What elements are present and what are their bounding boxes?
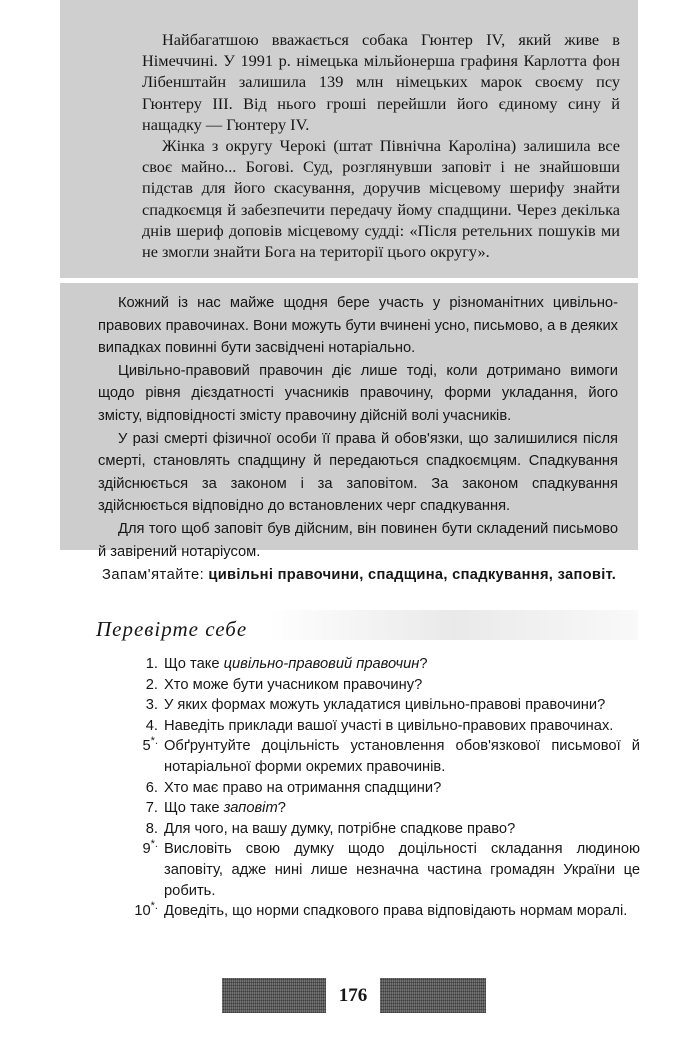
difficulty-star: *. [150, 838, 158, 851]
fact-paragraph: Найбагатшою вважається собака Гюнтер IV, який живе в Німеччині. У 1991 р. німецька мільйонерша графиня Карлотта фон Лібенштайн залишила 139 млн німецьких марок своєму псу Гюнтеру III. Від нього гроші перейшли його єдиному сину й нащадку — Гюнтеру IV. [142, 30, 620, 134]
question-text: У яких формах можуть укладатися цивільно-правові правочини? [164, 697, 606, 714]
question-item [128, 695, 640, 716]
question-text: Наведіть приклади вашої участі в цивільно-правових правочинах. [164, 717, 614, 734]
question-text: Доведіть, що норми спадкового права відповідають нормам моралі. [164, 903, 628, 920]
fact-box-text [142, 29, 620, 262]
question-number: 6. [145, 779, 158, 796]
section-title: Перевірте себе [96, 617, 248, 641]
question-text: Хто має право на отримання спадщини? [164, 779, 442, 796]
question-list [128, 654, 640, 922]
question-item [128, 901, 640, 922]
question-item [128, 716, 640, 737]
question-number: 7. [145, 800, 158, 817]
question-text-end: ? [277, 800, 286, 817]
question-text-end: ? [419, 656, 428, 672]
question-number: 10*. [134, 900, 158, 920]
fact-paragraph: Жінка з округу Черокі (штат Північна Кароліна) залишила все своє майно... Богові. Суд, розглянувши заповіт і не знайшовши підстав для його скасування, доручив місцевому шерифу знайти спадкоємця й забезпечити передачу йому спадщини. Через декілька днів шериф доповів місцевому судді: «Після ретельних пошуків ми не змогли знайти Бога на території цього округу». [142, 136, 620, 262]
question-item [128, 798, 640, 819]
question-text: Обґрунтуйте доцільність установлення обов'язкової письмової й нотаріальної форми окремих правочинів. [164, 738, 640, 775]
question-number: 4. [145, 717, 158, 734]
summary-paragraph: Цивільно-правовий правочин діє лише тоді, коли дотримано вимоги щодо рівня дієздатності учасників правочину, форми укладання, його змісту, відповідності змісту правочину дійсній волі учасників. [98, 362, 618, 424]
summary-box [60, 283, 638, 560]
question-item [128, 778, 640, 799]
remember-label: Запам'ятайте: [102, 567, 205, 583]
fact-box [60, 0, 638, 278]
question-number: 2. [145, 676, 158, 693]
summary-paragraph: Кожний із нас майже щодня бере участь у різноманітних цивільно-правових правочинах. Вони можуть бути вчинені усно, письмово, а в деяких випадках повинні бути засвідчені нотаріально. [98, 295, 618, 357]
question-number: 9*. [142, 838, 158, 858]
difficulty-star: *. [150, 900, 158, 913]
question-text: Що таке [164, 800, 224, 817]
remember-terms: цивільні правочини, спадщина, спадкування, заповіт. [208, 567, 617, 583]
difficulty-star: *. [150, 735, 158, 748]
page-number: 176 [338, 985, 368, 1006]
question-item [128, 654, 640, 675]
scan-smudge [268, 610, 638, 640]
question-item [128, 839, 640, 901]
question-number: 3. [145, 697, 158, 714]
question-text: Хто може бути учасником правочину? [164, 676, 423, 693]
summary-box-text [98, 292, 618, 563]
question-term: заповіт [223, 800, 278, 817]
question-number: 5*. [142, 735, 158, 755]
footer-bar-left [222, 978, 326, 1013]
question-text: Що таке [164, 656, 224, 672]
question-number: 1. [145, 656, 158, 672]
summary-paragraph: Для того щоб заповіт був дійсним, він повинен бути складений письмово й завірений нотаріусом. [98, 520, 618, 560]
question-item [128, 819, 640, 840]
question-term: цивільно-правовий правочин [223, 656, 420, 672]
question-number: 8. [145, 820, 158, 837]
question-item [128, 736, 640, 777]
question-text: Для чого, на вашу думку, потрібне спадкове право? [164, 820, 516, 837]
question-text: Висловіть свою думку щодо доцільності складання людиною заповіту, адже нині лише незначна частина громадян України це робить. [164, 841, 640, 899]
footer-bar-right [380, 978, 486, 1013]
page-footer [0, 965, 700, 1025]
summary-paragraph: У разі смерті фізичної особи її права й обов'язки, що залишилися після смерті, становлять спадщину й передаються спадкоємцям. Спадкування здійснюється за законом і за заповітом. За законом спадкування здійснюється відповідно до встановлених черг спадкування. [98, 430, 618, 515]
remember-line [82, 565, 636, 586]
question-item [128, 675, 640, 696]
